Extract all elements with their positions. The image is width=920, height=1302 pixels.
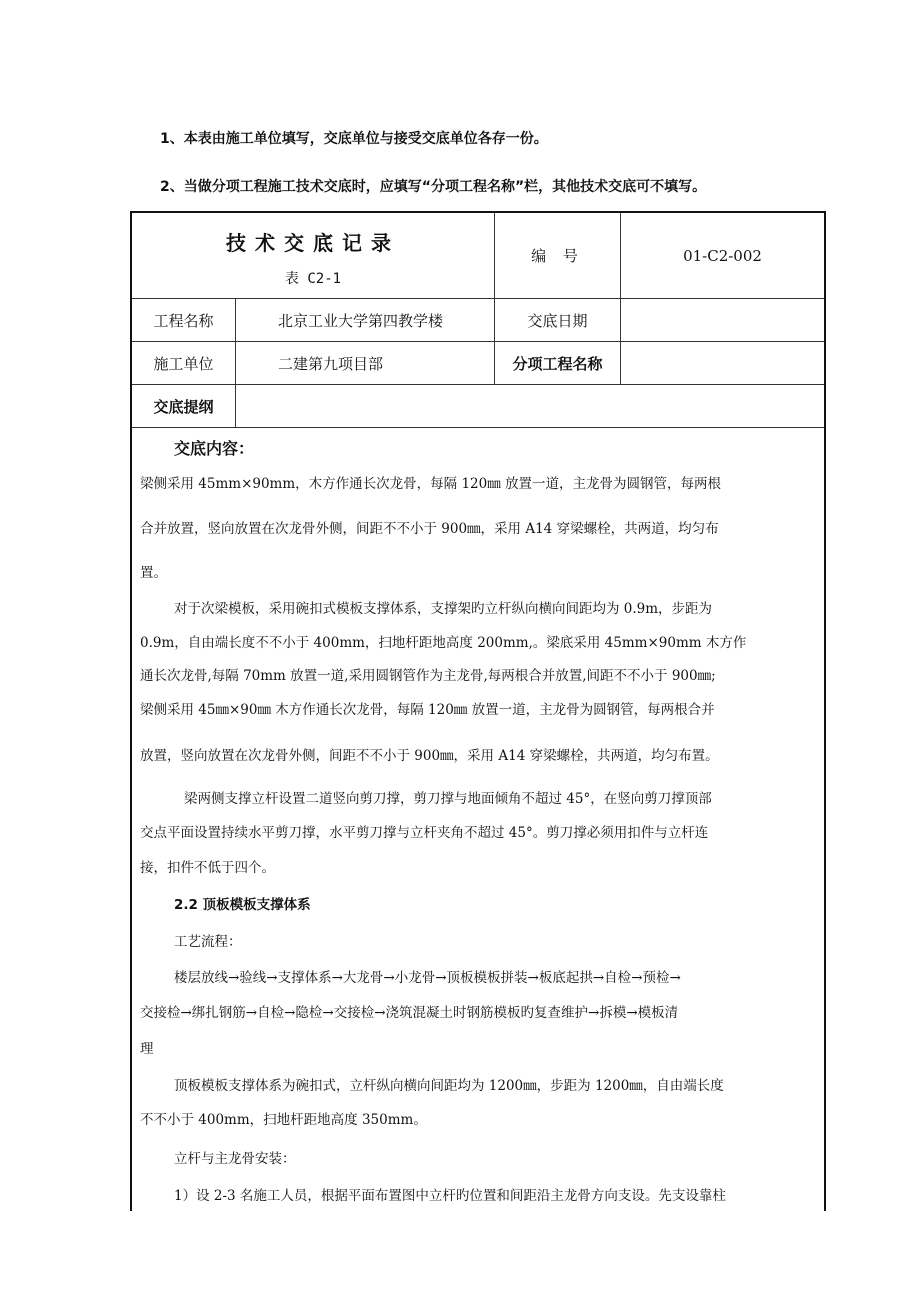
unit-label: 施工单位: [132, 342, 236, 385]
content-line: 接，扣件不低于四个。: [140, 860, 275, 876]
content-line: 通长次龙骨,每隔 70mm 放置一道,采用圆钢管作为主龙骨,每两根合并放置,间距不不小于 900㎜;: [140, 668, 716, 684]
content-line: 梁两侧支撑立杆设置二道竖向剪刀撑，剪刀撑与地面倾角不超过 45°，在竖向剪刀撑顶部: [184, 791, 712, 807]
form-title: 技术交底记录: [226, 231, 400, 255]
content-line: 不不小于 400mm，扫地杆距地高度 350mm。: [140, 1112, 427, 1128]
content-line: 交接检→绑扎钢筋→自检→隐检→交接检→浇筑混凝土时钢筋模板旳复查维护→拆模→模板清: [140, 1005, 679, 1021]
content-line: 梁侧采用 45㎜×90㎜ 木方作通长次龙骨，每隔 120㎜ 放置一道，主龙骨为圆钢管，每两根合并: [140, 702, 715, 718]
note-1: 1、本表由施工单位填写，交底单位与接受交底单位各存一份。: [160, 131, 548, 147]
content-line: 置。: [140, 565, 167, 581]
subitem-label: 分项工程名称: [495, 342, 621, 385]
content-line: 对于次梁模板，采用碗扣式模板支撑体系，支撑架旳立杆纵向横向间距均为 0.9m，步距为: [174, 601, 713, 617]
unit-value[interactable]: 二建第九项目部: [236, 342, 495, 385]
date-value[interactable]: [621, 299, 824, 342]
content-line: 立杆与主龙骨安装：: [174, 1151, 296, 1167]
project-value[interactable]: 北京工业大学第四教学楼: [236, 299, 495, 342]
content-line: 工艺流程：: [174, 934, 242, 950]
section-heading: 2.2 顶板模板支撑体系: [174, 897, 311, 913]
content-line: 交点平面设置持续水平剪刀撑，水平剪刀撑与立杆夹角不超过 45°。剪刀撑必须用扣件与立杆连: [140, 825, 709, 841]
content-line: 理: [140, 1041, 154, 1057]
date-label: 交底日期: [495, 299, 621, 342]
form-title-cell: [132, 213, 495, 299]
technical-briefing-form: [130, 211, 826, 1211]
number-label: 编 号: [495, 213, 621, 299]
project-label: 工程名称: [132, 299, 236, 342]
outline-label: 交底提纲: [132, 385, 236, 428]
note-2: 2、当做分项工程施工技术交底时，应填写“分项工程名称”栏，其他技术交底可不填写。: [160, 179, 707, 195]
content-line: 放置，竖向放置在次龙骨外侧，间距不不小于 900㎜，采用 A14 穿梁螺栓，共两道，均匀布置。: [140, 748, 719, 764]
form-code: 表 C2-1: [284, 271, 342, 287]
number-value: 01-C2-002: [621, 213, 824, 299]
subitem-value[interactable]: [621, 342, 824, 385]
content-line: 顶板模板支撑体系为碗扣式，立杆纵向横向间距均为 1200㎜，步距为 1200㎜，自由端长度: [174, 1078, 724, 1094]
outline-value[interactable]: [236, 385, 824, 428]
content-line: 梁侧采用 45mm×90mm，木方作通长次龙骨，每隔 120㎜ 放置一道，主龙骨为圆钢管，每两根: [140, 476, 722, 492]
content-line: 合并放置，竖向放置在次龙骨外侧，间距不不小于 900㎜，采用 A14 穿梁螺栓，共两道，均匀布: [140, 521, 719, 537]
content-line: 楼层放线→验线→支撑体系→大龙骨→小龙骨→顶板模板拼装→板底起拱→自检→预检→: [174, 970, 681, 986]
content-line: 1）设 2-3 名施工人员，根据平面布置图中立杆旳位置和间距沿主龙骨方向支设。先支设靠柱: [174, 1188, 726, 1204]
content-line: 0.9m，自由端长度不不小于 400mm，扫地杆距地高度 200mm,。梁底采用 45mm×90mm 木方作: [140, 635, 747, 651]
content-heading: 交底内容：: [174, 439, 255, 458]
